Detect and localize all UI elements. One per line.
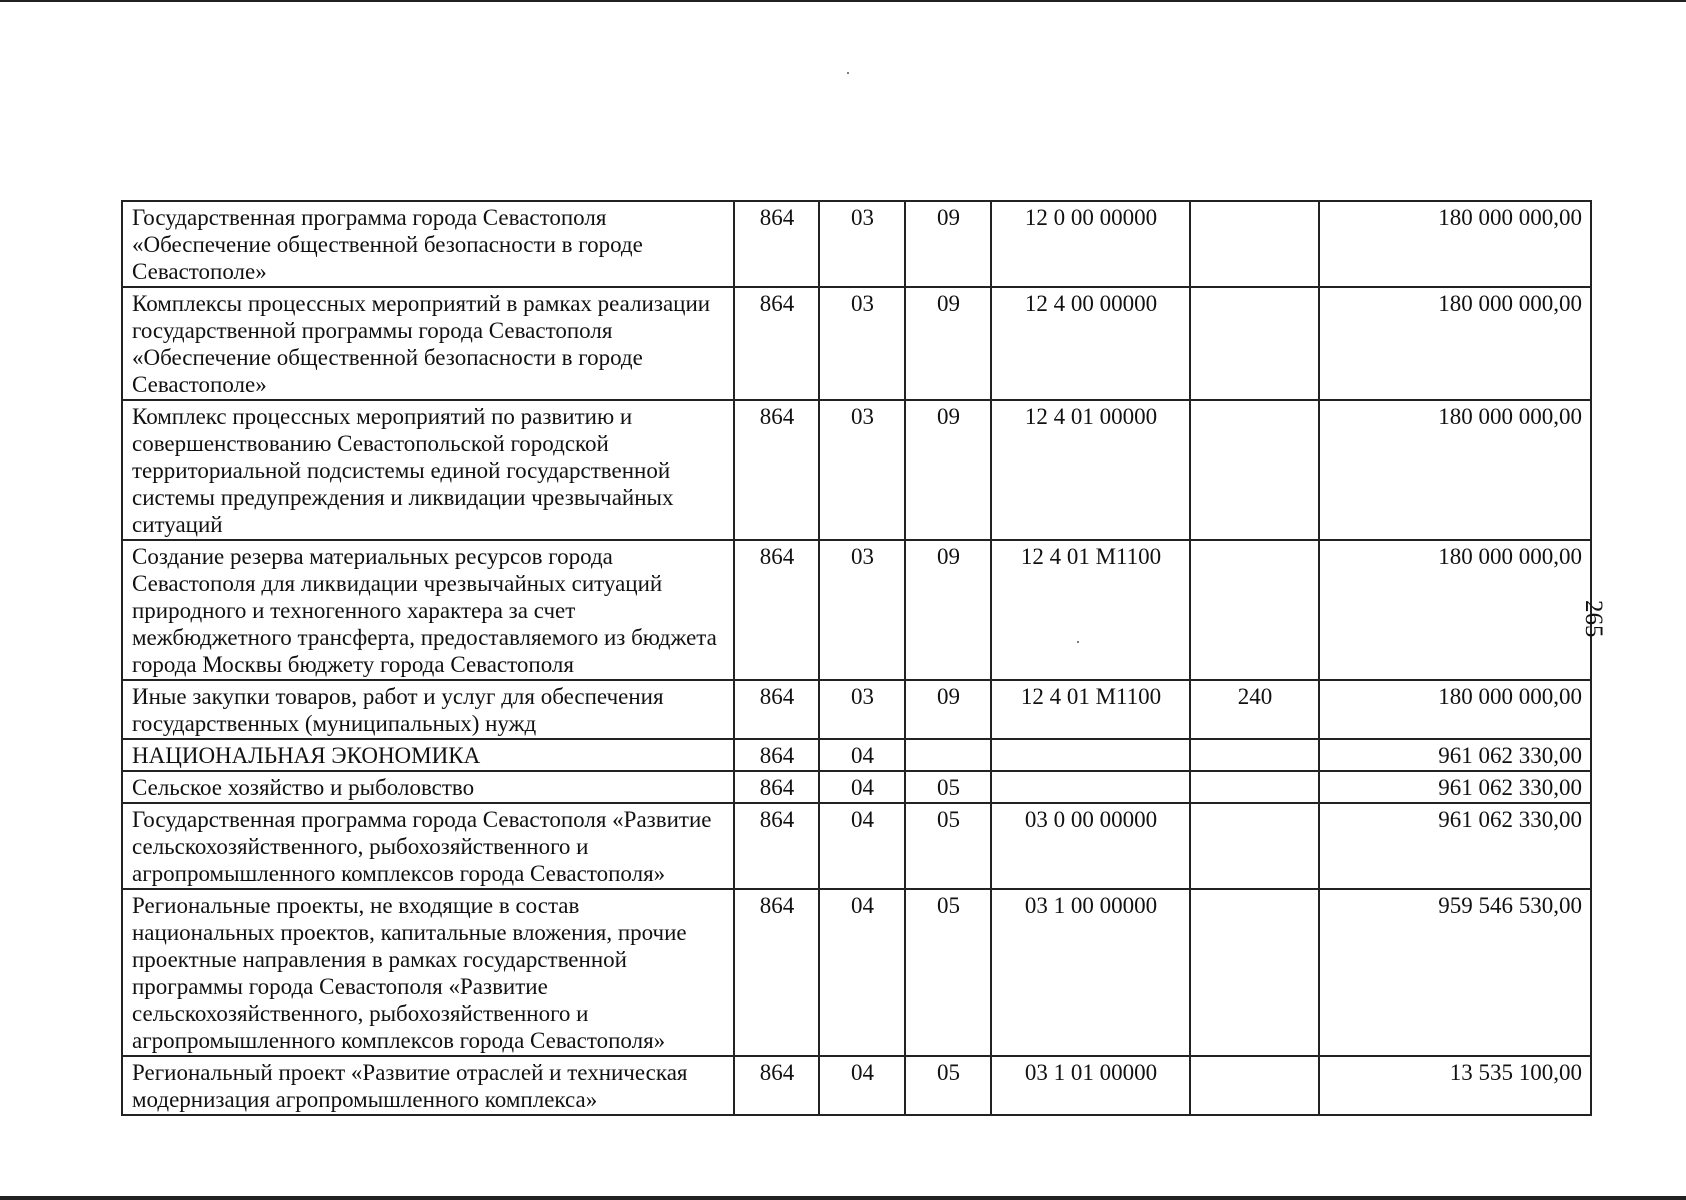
table-row (122, 540, 1591, 680)
target-article-cell: 03 1 00 00000 (991, 889, 1190, 1056)
expense-type-cell (1190, 201, 1319, 287)
page-number: 265 (1580, 600, 1607, 638)
table-row (122, 739, 1591, 771)
subsection-code-cell (905, 739, 991, 771)
table-row (122, 680, 1591, 739)
budget-table-body (122, 201, 1591, 1115)
row-name-cell: НАЦИОНАЛЬНАЯ ЭКОНОМИКА (122, 739, 734, 771)
section-code-cell: 03 (819, 540, 905, 680)
expense-type-cell (1190, 739, 1319, 771)
amount-cell: 961 062 330,00 (1319, 739, 1591, 771)
scan-edge-bottom (0, 1196, 1686, 1200)
budget-table (121, 200, 1592, 1116)
expense-type-cell (1190, 803, 1319, 889)
row-name-cell: Сельское хозяйство и рыболовство (122, 771, 734, 803)
row-name-cell: Иные закупки товаров, работ и услуг для обеспечения государственных (муниципальных) нужд (122, 680, 734, 739)
expense-type-cell (1190, 771, 1319, 803)
subsection-code-cell: 05 (905, 1056, 991, 1115)
section-code-cell: 03 (819, 400, 905, 540)
ved-code-cell: 864 (734, 1056, 819, 1115)
subsection-code-cell: 09 (905, 680, 991, 739)
row-name-cell: Государственная программа города Севастополя «Развитие сельскохозяйственного, рыбохозяйственного и агропромышленного комплексов города Севастополя» (122, 803, 734, 889)
expense-type-cell (1190, 540, 1319, 680)
target-article-cell: 03 1 01 00000 (991, 1056, 1190, 1115)
subsection-code-cell: 09 (905, 201, 991, 287)
amount-cell: 180 000 000,00 (1319, 400, 1591, 540)
table-row (122, 1056, 1591, 1115)
table-row (122, 803, 1591, 889)
expense-type-cell: 240 (1190, 680, 1319, 739)
expense-type-cell (1190, 287, 1319, 400)
table-row (122, 400, 1591, 540)
subsection-code-cell: 05 (905, 803, 991, 889)
amount-cell: 180 000 000,00 (1319, 287, 1591, 400)
ved-code-cell: 864 (734, 739, 819, 771)
expense-type-cell (1190, 1056, 1319, 1115)
section-code-cell: 04 (819, 771, 905, 803)
section-code-cell: 04 (819, 803, 905, 889)
subsection-code-cell: 09 (905, 540, 991, 680)
ved-code-cell: 864 (734, 771, 819, 803)
row-name-cell: Комплексы процессных мероприятий в рамках реализации государственной программы города Севастополя «Обеспечение общественной безопасности в городе Севастополе» (122, 287, 734, 400)
section-code-cell: 03 (819, 287, 905, 400)
amount-cell: 961 062 330,00 (1319, 803, 1591, 889)
ved-code-cell: 864 (734, 400, 819, 540)
amount-cell: 959 546 530,00 (1319, 889, 1591, 1056)
amount-cell: 180 000 000,00 (1319, 540, 1591, 680)
amount-cell: 961 062 330,00 (1319, 771, 1591, 803)
table-row (122, 771, 1591, 803)
target-article-cell (991, 771, 1190, 803)
table-row (122, 201, 1591, 287)
target-article-cell: 12 4 01 00000 (991, 400, 1190, 540)
section-code-cell: 03 (819, 201, 905, 287)
subsection-code-cell: 09 (905, 287, 991, 400)
ved-code-cell: 864 (734, 803, 819, 889)
row-name-cell: Государственная программа города Севастополя «Обеспечение общественной безопасности в городе Севастополе» (122, 201, 734, 287)
section-code-cell: 04 (819, 1056, 905, 1115)
expense-type-cell (1190, 889, 1319, 1056)
target-article-cell: 12 4 00 00000 (991, 287, 1190, 400)
amount-cell: 180 000 000,00 (1319, 201, 1591, 287)
table-row (122, 287, 1591, 400)
table-row (122, 889, 1591, 1056)
scan-speck (847, 72, 849, 74)
ved-code-cell: 864 (734, 680, 819, 739)
target-article-cell: 12 0 00 00000 (991, 201, 1190, 287)
ved-code-cell: 864 (734, 540, 819, 680)
subsection-code-cell: 05 (905, 771, 991, 803)
amount-cell: 180 000 000,00 (1319, 680, 1591, 739)
target-article-cell: 12 4 01 M1100 (991, 540, 1190, 680)
target-article-cell: 12 4 01 M1100 (991, 680, 1190, 739)
target-article-cell: 03 0 00 00000 (991, 803, 1190, 889)
scan-edge-top (0, 0, 1686, 2)
amount-cell: 13 535 100,00 (1319, 1056, 1591, 1115)
section-code-cell: 04 (819, 739, 905, 771)
ved-code-cell: 864 (734, 889, 819, 1056)
row-name-cell: Комплекс процессных мероприятий по развитию и совершенствованию Севастопольской городской территориальной подсистемы единой государственной системы предупреждения и ликвидации чрезвычайных ситуаций (122, 400, 734, 540)
expense-type-cell (1190, 400, 1319, 540)
section-code-cell: 03 (819, 680, 905, 739)
subsection-code-cell: 09 (905, 400, 991, 540)
row-name-cell: Региональный проект «Развитие отраслей и техническая модернизация агропромышленного комплекса» (122, 1056, 734, 1115)
row-name-cell: Региональные проекты, не входящие в состав национальных проектов, капитальные вложения, прочие проектные направления в рамках государственной программы города Севастополя «Развитие сельскохозяйственного, рыбохозяйственного и агропромышленного комплексов города Севастополя» (122, 889, 734, 1056)
subsection-code-cell: 05 (905, 889, 991, 1056)
target-article-cell (991, 739, 1190, 771)
ved-code-cell: 864 (734, 201, 819, 287)
ved-code-cell: 864 (734, 287, 819, 400)
section-code-cell: 04 (819, 889, 905, 1056)
row-name-cell: Создание резерва материальных ресурсов города Севастополя для ликвидации чрезвычайных ситуаций природного и техногенного характера за счет межбюджетного трансферта, предоставляемого из бюджета города Москвы бюджету города Севастополя (122, 540, 734, 680)
